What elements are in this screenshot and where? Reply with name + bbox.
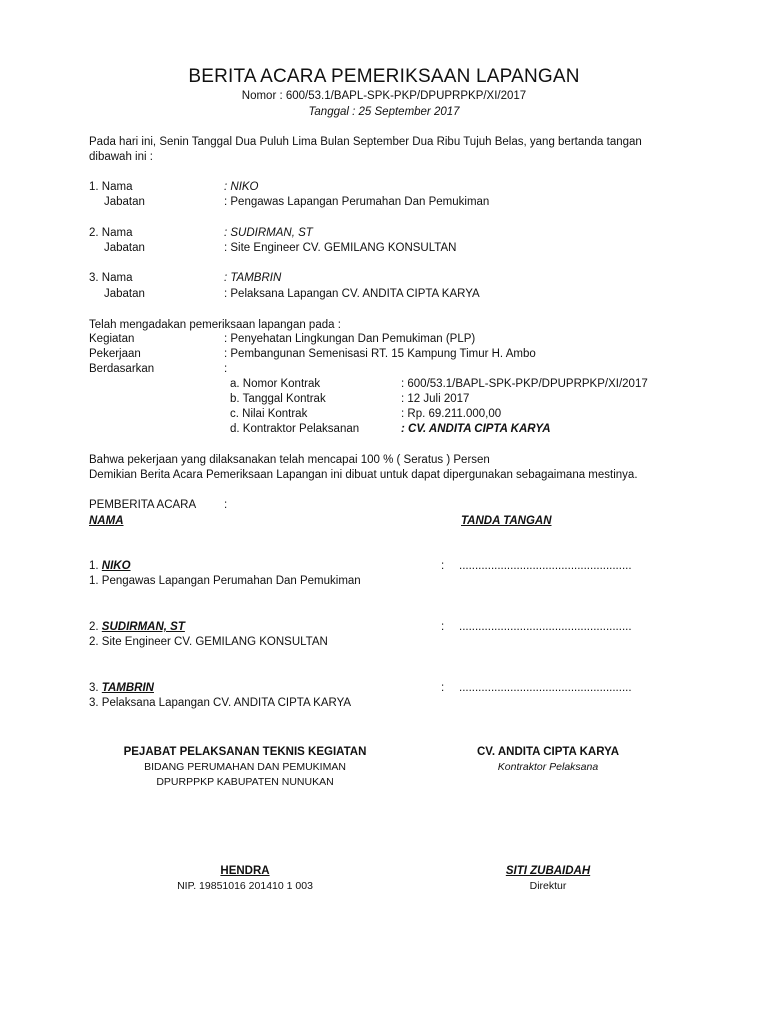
signer-1-number: 1. [89, 560, 99, 572]
footer-right-name: SITI ZUBAIDAH [505, 865, 591, 877]
signer-2-name: SUDIRMAN, ST [101, 621, 185, 633]
contract-number-label: a. Nomor Kontrak [230, 378, 321, 390]
footer-left-subtitle-2: DPURPPKP KABUPATEN NUNUKAN [156, 776, 334, 788]
person-1-nama-label: 1. Nama [89, 181, 133, 193]
person-1-jabatan-value: : Pengawas Lapangan Perumahan Dan Pemukiman [224, 196, 490, 208]
signer-3-colon: : [441, 682, 445, 694]
person-2-nama-value: : SUDIRMAN, ST [224, 227, 313, 239]
footer-left-title: PEJABAT PELAKSANAN TEKNIS KEGIATAN [123, 746, 367, 758]
person-2-nama-label: 2. Nama [89, 227, 133, 239]
person-1-nama-value: : NIKO [224, 181, 259, 193]
document-number: Nomor : 600/53.1/BAPL-SPK-PKP/DPUPRPKP/XI/2017 [241, 90, 527, 102]
contract-value-value: : Rp. 69.211.000,00 [401, 408, 502, 420]
signer-2-signature-line: ...................................................... [459, 621, 632, 633]
person-1-jabatan-label: Jabatan [104, 196, 145, 208]
person-2-jabatan-label: Jabatan [104, 242, 145, 254]
pekerjaan-label: Pekerjaan [89, 348, 141, 360]
document-date: Tanggal : 25 September 2017 [308, 106, 460, 118]
pemberita-label: PEMBERITA ACARA [89, 499, 197, 511]
signer-2-number: 2. [89, 621, 99, 633]
contractor-label: d. Kontraktor Pelaksanan [230, 423, 360, 435]
signer-2-colon: : [441, 621, 445, 633]
signer-2-name-line [89, 620, 185, 634]
contract-number-value: : 600/53.1/BAPL-SPK-PKP/DPUPRPKP/XI/2017 [401, 378, 648, 390]
contract-date-label: b. Tanggal Kontrak [230, 393, 326, 405]
footer-right-subtitle: Kontraktor Pelaksana [497, 761, 599, 773]
person-3-jabatan-value: : Pelaksana Lapangan CV. ANDITA CIPTA KARYA [224, 288, 480, 300]
signer-1-name: NIKO [101, 560, 131, 572]
person-3-jabatan-label: Jabatan [104, 288, 145, 300]
signer-3-signature-line: ...................................................... [459, 682, 632, 694]
signer-2-role: 2. Site Engineer CV. GEMILANG KONSULTAN [89, 636, 328, 648]
footer-right-title: CV. ANDITA CIPTA KARYA [476, 746, 620, 758]
conclusion-line-1: Bahwa pekerjaan yang dilaksanakan telah mencapai 100 % ( Seratus ) Persen [89, 454, 490, 466]
signer-3-role: 3. Pelaksana Lapangan CV. ANDITA CIPTA KARYA [89, 697, 352, 709]
berdasarkan-label: Berdasarkan [89, 363, 155, 375]
column-tanda-tangan: TANDA TANGAN [461, 515, 552, 527]
contract-value-label: c. Nilai Kontrak [230, 408, 308, 420]
person-2-jabatan-value: : Site Engineer CV. GEMILANG KONSULTAN [224, 242, 457, 254]
berdasarkan-colon: : [224, 363, 228, 375]
pemberita-colon: : [224, 499, 228, 511]
signer-3-number: 3. [89, 682, 99, 694]
contract-date-value: : 12 Juli 2017 [401, 393, 470, 405]
person-3-nama-label: 3. Nama [89, 272, 133, 284]
contractor-value: : CV. ANDITA CIPTA KARYA [401, 423, 551, 435]
column-nama: NAMA [89, 515, 124, 527]
document-title: BERITA ACARA PEMERIKSAAN LAPANGAN [188, 66, 580, 87]
signer-1-name-line [89, 559, 131, 573]
intro-line-2: dibawah ini : [89, 151, 153, 163]
inspection-intro: Telah mengadakan pemeriksaan lapangan pada : [89, 319, 341, 331]
footer-left-nip: NIP. 19851016 201410 1 003 [177, 880, 313, 892]
footer-right-position: Direktur [529, 880, 567, 892]
pekerjaan-value: : Pembangunan Semenisasi RT. 15 Kampung Timur H. Ambo [224, 348, 536, 360]
signer-1-signature-line: ...................................................... [459, 560, 632, 572]
signer-1-role: 1. Pengawas Lapangan Perumahan Dan Pemukiman [89, 575, 361, 587]
person-3-nama-value: : TAMBRIN [224, 272, 282, 284]
intro-line-1: Pada hari ini, Senin Tanggal Dua Puluh Lima Bulan September Dua Ribu Tujuh Belas, yang bertanda tangan [89, 136, 642, 148]
signer-3-name: TAMBRIN [101, 682, 154, 694]
signer-1-colon: : [441, 560, 445, 572]
kegiatan-label: Kegiatan [89, 333, 135, 345]
kegiatan-value: : Penyehatan Lingkungan Dan Pemukiman (PLP) [224, 333, 476, 345]
footer-left-name: HENDRA [220, 865, 270, 877]
conclusion-line-2: Demikian Berita Acara Pemeriksaan Lapangan ini dibuat untuk dapat dipergunakan sebagaimana mestinya. [89, 469, 638, 481]
footer-left-subtitle-1: BIDANG PERUMAHAN DAN PEMUKIMAN [144, 761, 346, 773]
signer-3-name-line [89, 681, 154, 695]
